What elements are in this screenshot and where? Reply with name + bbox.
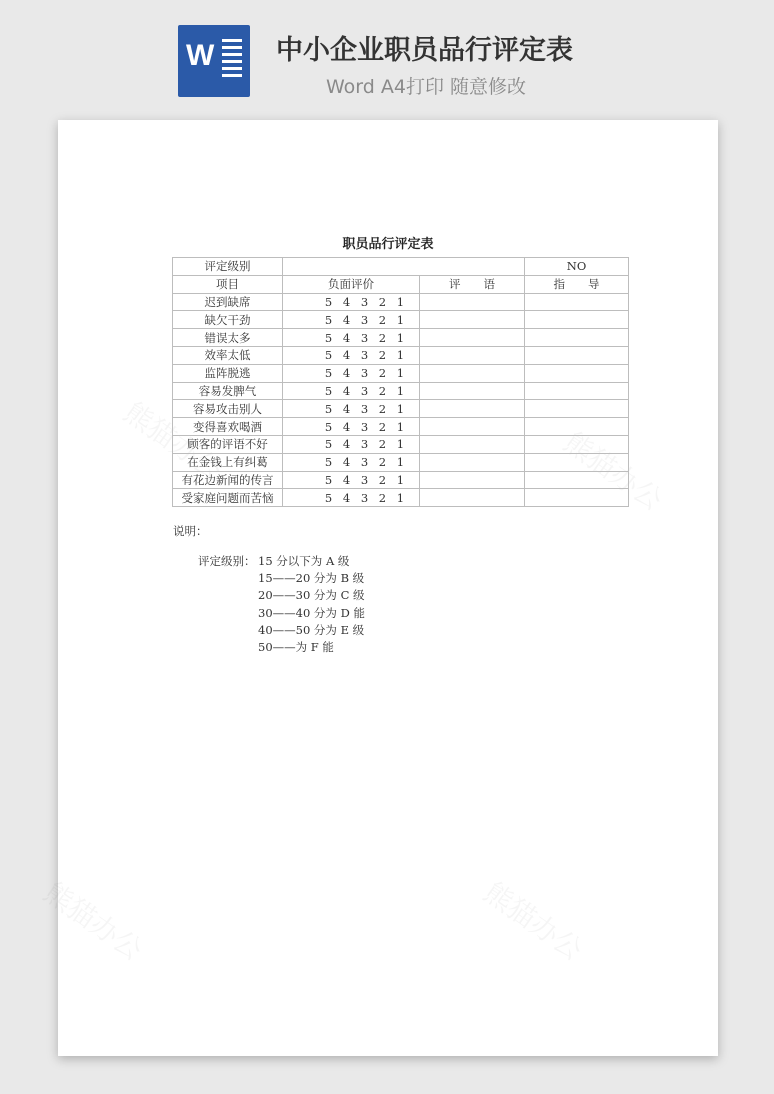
note-key xyxy=(198,622,258,639)
note-key: 评定级别： xyxy=(198,554,256,568)
guide-cell[interactable] xyxy=(525,400,629,418)
col-header-negative: 负面评价 xyxy=(283,275,420,293)
word-icon-letter: W xyxy=(186,39,215,72)
header-row-grade xyxy=(173,258,629,276)
guide-cell[interactable] xyxy=(525,471,629,489)
evaluation-table xyxy=(172,257,629,507)
comment-cell[interactable] xyxy=(420,364,525,382)
score-cell[interactable]: 5 4 3 2 1 xyxy=(283,364,420,382)
table-row xyxy=(173,346,629,364)
word-icon xyxy=(178,25,250,97)
col-header-guide: 指 导 xyxy=(525,275,629,293)
table-row xyxy=(173,489,629,507)
table-row xyxy=(173,311,629,329)
table-row xyxy=(173,453,629,471)
note-text: 30——40 分为 D 能 xyxy=(258,605,365,620)
score-cell[interactable]: 5 4 3 2 1 xyxy=(283,346,420,364)
comment-cell[interactable] xyxy=(420,453,525,471)
note-key xyxy=(198,639,258,656)
guide-cell[interactable] xyxy=(525,418,629,436)
comment-cell[interactable] xyxy=(420,471,525,489)
banner xyxy=(0,0,774,118)
note-text: 50——为 F 能 xyxy=(258,640,334,655)
comment-cell[interactable] xyxy=(420,489,525,507)
score-cell[interactable]: 5 4 3 2 1 xyxy=(283,435,420,453)
item-cell: 变得喜欢喝酒 xyxy=(173,418,283,436)
table-row xyxy=(173,293,629,311)
note-line xyxy=(198,622,365,639)
comment-cell[interactable] xyxy=(420,418,525,436)
note-text: 20——30 分为 C 级 xyxy=(258,588,365,603)
word-icon-lines xyxy=(222,39,242,81)
comment-cell[interactable] xyxy=(420,400,525,418)
score-cell[interactable]: 5 4 3 2 1 xyxy=(283,471,420,489)
score-cell[interactable]: 5 4 3 2 1 xyxy=(283,293,420,311)
note-key xyxy=(198,587,258,604)
item-cell: 容易发脾气 xyxy=(173,382,283,400)
note-key xyxy=(198,570,258,587)
comment-cell[interactable] xyxy=(420,382,525,400)
item-cell: 缺欠干劲 xyxy=(173,311,283,329)
watermark xyxy=(37,871,152,968)
item-cell: 有花边新闻的传言 xyxy=(173,471,283,489)
guide-cell[interactable] xyxy=(525,364,629,382)
score-cell[interactable]: 5 4 3 2 1 xyxy=(283,311,420,329)
guide-cell[interactable] xyxy=(525,489,629,507)
item-cell: 监阵脱逃 xyxy=(173,364,283,382)
header-row-columns xyxy=(173,275,629,293)
table-row xyxy=(173,329,629,347)
no-label-cell: NO xyxy=(525,258,629,276)
guide-cell[interactable] xyxy=(525,382,629,400)
document-title: 职员品行评定表 xyxy=(342,237,434,252)
guide-cell[interactable] xyxy=(525,293,629,311)
watermark xyxy=(477,871,592,968)
item-cell: 顾客的评语不好 xyxy=(173,435,283,453)
guide-cell[interactable] xyxy=(525,435,629,453)
note-line xyxy=(198,639,365,656)
score-cell[interactable]: 5 4 3 2 1 xyxy=(283,453,420,471)
note-key xyxy=(198,605,258,622)
item-cell: 错误太多 xyxy=(173,329,283,347)
item-cell: 迟到缺席 xyxy=(173,293,283,311)
grade-label-cell: 评定级别 xyxy=(173,258,283,276)
notes-list xyxy=(198,553,365,656)
comment-cell[interactable] xyxy=(420,435,525,453)
col-header-comment: 评 语 xyxy=(420,275,525,293)
table-row xyxy=(173,471,629,489)
table-row xyxy=(173,400,629,418)
score-cell[interactable]: 5 4 3 2 1 xyxy=(283,382,420,400)
table-row xyxy=(173,382,629,400)
note-text: 15——20 分为 B 级 xyxy=(258,571,365,586)
guide-cell[interactable] xyxy=(525,311,629,329)
note-line xyxy=(198,587,365,604)
item-cell: 容易攻击别人 xyxy=(173,400,283,418)
comment-cell[interactable] xyxy=(420,293,525,311)
table-row xyxy=(173,418,629,436)
score-cell[interactable]: 5 4 3 2 1 xyxy=(283,329,420,347)
item-cell: 受家庭问题而苦恼 xyxy=(173,489,283,507)
comment-cell[interactable] xyxy=(420,311,525,329)
note-line xyxy=(198,570,365,587)
comment-cell[interactable] xyxy=(420,329,525,347)
table-row xyxy=(173,364,629,382)
col-header-item: 项目 xyxy=(173,275,283,293)
note-line xyxy=(198,605,365,622)
comment-cell[interactable] xyxy=(420,346,525,364)
note-line xyxy=(198,553,365,570)
table-row xyxy=(173,435,629,453)
note-text: 40——50 分为 E 级 xyxy=(258,622,365,637)
notes-label: 说明： xyxy=(173,524,208,538)
note-text: 15 分以下为 A 级 xyxy=(258,554,350,568)
guide-cell[interactable] xyxy=(525,346,629,364)
banner-subtitle: Word A4打印 随意修改 xyxy=(326,76,527,98)
document-page xyxy=(58,120,718,1056)
item-cell: 效率太低 xyxy=(173,346,283,364)
score-cell[interactable]: 5 4 3 2 1 xyxy=(283,489,420,507)
banner-title: 中小企业职员品行评定表 xyxy=(276,35,573,66)
guide-cell[interactable] xyxy=(525,329,629,347)
score-cell[interactable]: 5 4 3 2 1 xyxy=(283,418,420,436)
score-cell[interactable]: 5 4 3 2 1 xyxy=(283,400,420,418)
guide-cell[interactable] xyxy=(525,453,629,471)
item-cell: 在金钱上有纠葛 xyxy=(173,453,283,471)
grade-value-cell[interactable] xyxy=(283,258,525,276)
